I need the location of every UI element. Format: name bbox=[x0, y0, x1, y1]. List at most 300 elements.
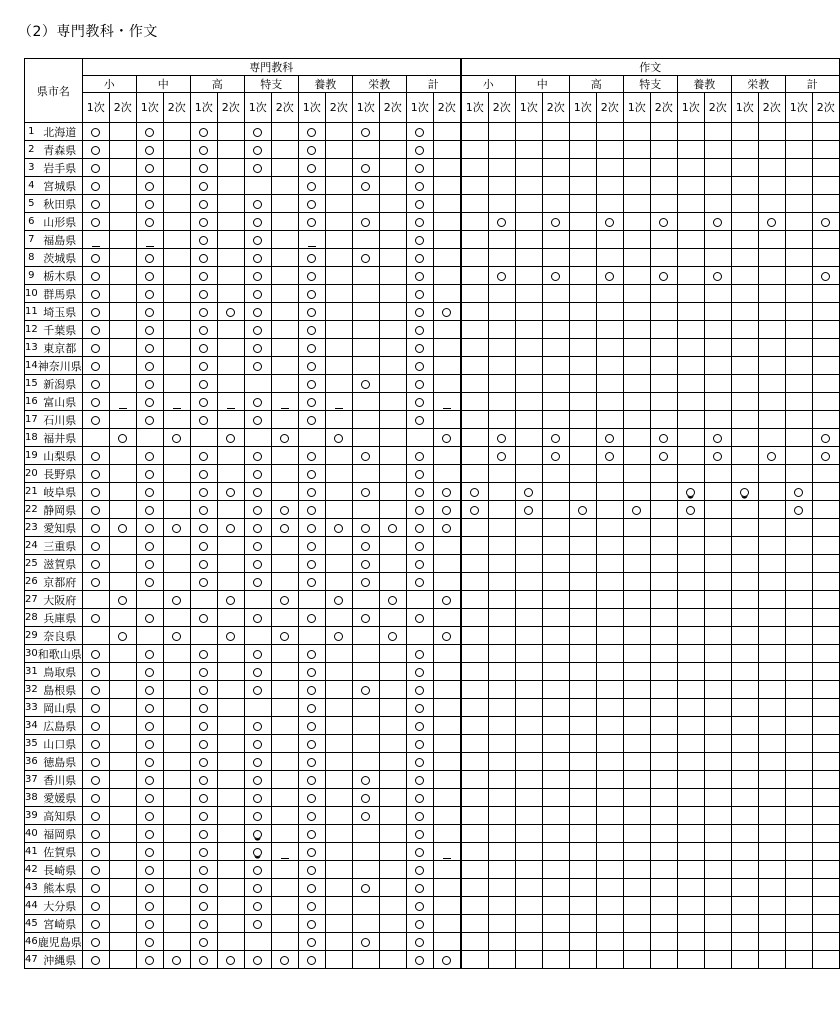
essay-cell bbox=[461, 861, 488, 879]
specialized-cell bbox=[163, 717, 190, 735]
essay-cell bbox=[488, 771, 515, 789]
circle-mark bbox=[713, 452, 722, 461]
specialized-cell bbox=[190, 645, 217, 663]
essay-cell bbox=[785, 195, 812, 213]
essay-cell bbox=[542, 213, 569, 231]
specialized-cell bbox=[433, 321, 460, 339]
specialized-cell bbox=[163, 843, 190, 861]
essay-cell bbox=[758, 897, 785, 915]
specialized-cell bbox=[406, 717, 433, 735]
circle-mark bbox=[659, 452, 668, 461]
specialized-cell bbox=[298, 159, 325, 177]
essay-cell bbox=[623, 429, 650, 447]
essay-cell bbox=[785, 789, 812, 807]
prefecture-name: 佐賀県 bbox=[38, 843, 83, 861]
essay-cell bbox=[569, 411, 596, 429]
table-row bbox=[25, 339, 840, 357]
specialized-cell bbox=[163, 825, 190, 843]
specialized-cell bbox=[82, 537, 109, 555]
circle-mark bbox=[415, 542, 424, 551]
essay-cell bbox=[704, 519, 731, 537]
specialized-cell bbox=[244, 735, 271, 753]
prefecture-name: 奈良県 bbox=[38, 627, 83, 645]
essay-cell bbox=[569, 465, 596, 483]
specialized-cell bbox=[271, 411, 298, 429]
underlined-circle-mark bbox=[686, 488, 695, 497]
specialized-cell bbox=[190, 879, 217, 897]
circle-mark bbox=[199, 200, 208, 209]
essay-cell bbox=[542, 645, 569, 663]
essay-cell bbox=[569, 177, 596, 195]
essay-cell bbox=[596, 609, 623, 627]
circle-mark bbox=[172, 596, 181, 605]
specialized-cell bbox=[217, 123, 244, 141]
essay-cell bbox=[731, 141, 758, 159]
essay-cell bbox=[785, 321, 812, 339]
specialized-cell bbox=[190, 501, 217, 519]
essay-cell bbox=[461, 465, 488, 483]
prefecture-name: 広島県 bbox=[38, 717, 83, 735]
specialized-cell bbox=[325, 717, 352, 735]
circle-mark bbox=[307, 254, 316, 263]
essay-cell bbox=[785, 483, 812, 501]
circle-mark bbox=[91, 488, 100, 497]
specialized-cell bbox=[298, 879, 325, 897]
specialized-cell bbox=[82, 825, 109, 843]
essay-cell bbox=[812, 555, 839, 573]
table-body bbox=[25, 123, 840, 969]
specialized-cell bbox=[379, 591, 406, 609]
prefecture-name: 滋賀県 bbox=[38, 555, 83, 573]
essay-cell bbox=[704, 807, 731, 825]
essay-cell bbox=[461, 879, 488, 897]
table-row bbox=[25, 159, 840, 177]
circle-mark bbox=[91, 326, 100, 335]
specialized-cell bbox=[433, 897, 460, 915]
specialized-cell bbox=[271, 519, 298, 537]
round-header: 2次 bbox=[217, 93, 244, 123]
specialized-cell bbox=[190, 537, 217, 555]
specialized-cell bbox=[271, 285, 298, 303]
specialized-cell bbox=[82, 933, 109, 951]
specialized-cell bbox=[82, 249, 109, 267]
specialized-cell bbox=[190, 465, 217, 483]
essay-cell bbox=[650, 717, 677, 735]
specialized-cell bbox=[109, 771, 136, 789]
specialized-cell bbox=[352, 501, 379, 519]
specialized-cell bbox=[298, 501, 325, 519]
circle-mark bbox=[145, 650, 154, 659]
specialized-cell bbox=[109, 141, 136, 159]
specialized-cell bbox=[244, 681, 271, 699]
essay-cell bbox=[461, 627, 488, 645]
essay-cell bbox=[650, 267, 677, 285]
essay-cell bbox=[488, 789, 515, 807]
specialized-cell bbox=[406, 375, 433, 393]
specialized-cell bbox=[244, 285, 271, 303]
essay-cell bbox=[461, 123, 488, 141]
circle-mark bbox=[199, 182, 208, 191]
essay-cell bbox=[650, 411, 677, 429]
specialized-cell bbox=[244, 321, 271, 339]
essay-cell bbox=[731, 735, 758, 753]
specialized-cell bbox=[217, 501, 244, 519]
circle-mark bbox=[91, 848, 100, 857]
essay-cell bbox=[758, 195, 785, 213]
specialized-cell bbox=[379, 501, 406, 519]
specialized-cell bbox=[271, 915, 298, 933]
circle-mark bbox=[280, 506, 289, 515]
circle-mark bbox=[307, 146, 316, 155]
specialized-cell bbox=[406, 231, 433, 249]
circle-mark bbox=[91, 344, 100, 353]
prefecture-name: 沖縄県 bbox=[38, 951, 83, 969]
circle-mark bbox=[361, 560, 370, 569]
circle-mark bbox=[145, 182, 154, 191]
specialized-cell bbox=[163, 447, 190, 465]
essay-cell bbox=[758, 501, 785, 519]
essay-cell bbox=[461, 591, 488, 609]
specialized-cell bbox=[352, 807, 379, 825]
circle-mark bbox=[145, 830, 154, 839]
specialized-cell bbox=[271, 447, 298, 465]
essay-cell bbox=[542, 789, 569, 807]
circle-mark bbox=[145, 848, 154, 857]
essay-cell bbox=[812, 699, 839, 717]
essay-cell bbox=[488, 825, 515, 843]
circle-mark bbox=[307, 218, 316, 227]
essay-cell bbox=[515, 501, 542, 519]
essay-cell bbox=[704, 159, 731, 177]
circle-mark bbox=[145, 416, 154, 425]
circle-mark bbox=[307, 776, 316, 785]
specialized-cell bbox=[190, 213, 217, 231]
circle-mark bbox=[415, 614, 424, 623]
circle-mark bbox=[253, 272, 262, 281]
specialized-cell bbox=[136, 699, 163, 717]
specialized-cell bbox=[433, 609, 460, 627]
essay-cell bbox=[677, 897, 704, 915]
essay-cell bbox=[515, 663, 542, 681]
essay-cell bbox=[515, 411, 542, 429]
specialized-cell bbox=[271, 555, 298, 573]
essay-cell bbox=[461, 375, 488, 393]
specialized-cell bbox=[244, 159, 271, 177]
circle-mark bbox=[307, 290, 316, 299]
specialized-cell bbox=[271, 177, 298, 195]
essay-cell bbox=[623, 249, 650, 267]
specialized-cell bbox=[379, 411, 406, 429]
specialized-cell bbox=[271, 645, 298, 663]
specialized-cell bbox=[379, 195, 406, 213]
essay-cell bbox=[515, 465, 542, 483]
specialized-cell bbox=[217, 573, 244, 591]
dash-mark bbox=[146, 246, 154, 247]
essay-cell bbox=[569, 933, 596, 951]
row-number: 43 bbox=[25, 879, 38, 897]
specialized-cell bbox=[271, 879, 298, 897]
circle-mark bbox=[145, 920, 154, 929]
specialized-cell bbox=[217, 897, 244, 915]
essay-cell bbox=[542, 231, 569, 249]
essay-cell bbox=[677, 357, 704, 375]
essay-cell bbox=[731, 753, 758, 771]
specialized-cell bbox=[163, 897, 190, 915]
circle-mark bbox=[199, 704, 208, 713]
specialized-cell bbox=[136, 915, 163, 933]
table-row bbox=[25, 627, 840, 645]
specialized-cell bbox=[190, 771, 217, 789]
specialized-cell bbox=[136, 177, 163, 195]
specialized-cell bbox=[325, 735, 352, 753]
specialized-cell bbox=[352, 303, 379, 321]
essay-cell bbox=[488, 321, 515, 339]
round-header: 2次 bbox=[704, 93, 731, 123]
circle-mark bbox=[361, 218, 370, 227]
prefecture-name: 富山県 bbox=[38, 393, 83, 411]
essay-cell bbox=[650, 501, 677, 519]
circle-mark bbox=[415, 452, 424, 461]
specialized-cell bbox=[298, 591, 325, 609]
circle-mark bbox=[388, 596, 397, 605]
essay-cell bbox=[596, 933, 623, 951]
essay-cell bbox=[650, 879, 677, 897]
row-number: 41 bbox=[25, 843, 38, 861]
circle-mark bbox=[199, 470, 208, 479]
essay-cell bbox=[569, 663, 596, 681]
essay-cell bbox=[677, 231, 704, 249]
essay-cell bbox=[704, 249, 731, 267]
circle-mark bbox=[307, 380, 316, 389]
essay-cell bbox=[650, 825, 677, 843]
essay-cell bbox=[785, 465, 812, 483]
essay-cell bbox=[569, 393, 596, 411]
essay-cell bbox=[569, 897, 596, 915]
row-number: 16 bbox=[25, 393, 38, 411]
essay-cell bbox=[623, 609, 650, 627]
circle-mark bbox=[415, 236, 424, 245]
specialized-cell bbox=[298, 429, 325, 447]
essay-cell bbox=[812, 159, 839, 177]
specialized-cell bbox=[136, 879, 163, 897]
circle-mark bbox=[551, 452, 560, 461]
essay-cell bbox=[785, 285, 812, 303]
circle-mark bbox=[199, 650, 208, 659]
subject-header: 栄教 bbox=[731, 76, 785, 93]
specialized-cell bbox=[298, 573, 325, 591]
essay-cell bbox=[542, 681, 569, 699]
essay-cell bbox=[596, 231, 623, 249]
table-row bbox=[25, 789, 840, 807]
row-number: 22 bbox=[25, 501, 38, 519]
circle-mark bbox=[442, 308, 451, 317]
essay-cell bbox=[785, 663, 812, 681]
specialized-cell bbox=[352, 663, 379, 681]
essay-cell bbox=[785, 807, 812, 825]
specialized-cell bbox=[217, 807, 244, 825]
round-header: 2次 bbox=[271, 93, 298, 123]
essay-cell bbox=[677, 933, 704, 951]
essay-cell bbox=[758, 159, 785, 177]
round-header: 2次 bbox=[379, 93, 406, 123]
prefecture-name: 香川県 bbox=[38, 771, 83, 789]
circle-mark bbox=[199, 308, 208, 317]
essay-cell bbox=[704, 285, 731, 303]
essay-cell bbox=[488, 267, 515, 285]
specialized-cell bbox=[82, 447, 109, 465]
circle-mark bbox=[145, 308, 154, 317]
essay-cell bbox=[650, 285, 677, 303]
specialized-cell bbox=[271, 951, 298, 969]
circle-mark bbox=[713, 434, 722, 443]
specialized-cell bbox=[433, 825, 460, 843]
essay-cell bbox=[812, 285, 839, 303]
essay-cell bbox=[650, 591, 677, 609]
essay-cell bbox=[704, 177, 731, 195]
specialized-cell bbox=[379, 339, 406, 357]
specialized-cell bbox=[325, 843, 352, 861]
specialized-cell bbox=[433, 933, 460, 951]
specialized-cell bbox=[325, 177, 352, 195]
specialized-cell bbox=[163, 429, 190, 447]
circle-mark bbox=[821, 218, 830, 227]
specialized-cell bbox=[433, 735, 460, 753]
specialized-cell bbox=[352, 393, 379, 411]
essay-cell bbox=[461, 285, 488, 303]
circle-mark bbox=[713, 272, 722, 281]
essay-cell bbox=[623, 195, 650, 213]
essay-cell bbox=[515, 141, 542, 159]
round-header: 2次 bbox=[325, 93, 352, 123]
specialized-cell bbox=[244, 843, 271, 861]
essay-cell bbox=[569, 699, 596, 717]
essay-cell bbox=[677, 429, 704, 447]
specialized-cell bbox=[406, 249, 433, 267]
row-number: 27 bbox=[25, 591, 38, 609]
specialized-cell bbox=[109, 465, 136, 483]
circle-mark bbox=[361, 578, 370, 587]
circle-mark bbox=[145, 902, 154, 911]
circle-mark bbox=[91, 452, 100, 461]
specialized-cell bbox=[136, 789, 163, 807]
specialized-cell bbox=[82, 879, 109, 897]
specialized-cell bbox=[406, 861, 433, 879]
circle-mark bbox=[91, 146, 100, 155]
essay-cell bbox=[758, 519, 785, 537]
row-number: 46 bbox=[25, 933, 38, 951]
circle-mark bbox=[415, 758, 424, 767]
specialized-cell bbox=[136, 897, 163, 915]
essay-cell bbox=[623, 591, 650, 609]
essay-cell bbox=[812, 573, 839, 591]
specialized-cell bbox=[244, 411, 271, 429]
essay-cell bbox=[812, 429, 839, 447]
essay-cell bbox=[812, 393, 839, 411]
essay-cell bbox=[488, 879, 515, 897]
specialized-cell bbox=[244, 861, 271, 879]
specialized-cell bbox=[406, 195, 433, 213]
specialized-cell bbox=[163, 591, 190, 609]
circle-mark bbox=[145, 200, 154, 209]
essay-cell bbox=[758, 231, 785, 249]
specialized-cell bbox=[163, 177, 190, 195]
specialized-cell bbox=[82, 591, 109, 609]
circle-mark bbox=[91, 380, 100, 389]
essay-cell bbox=[515, 429, 542, 447]
essay-cell bbox=[569, 861, 596, 879]
essay-cell bbox=[515, 231, 542, 249]
circle-mark bbox=[199, 272, 208, 281]
specialized-cell bbox=[136, 393, 163, 411]
essay-cell bbox=[650, 465, 677, 483]
essay-cell bbox=[758, 339, 785, 357]
specialized-cell bbox=[271, 141, 298, 159]
circle-mark bbox=[145, 524, 154, 533]
essay-cell bbox=[785, 717, 812, 735]
subject-header: 中 bbox=[136, 76, 190, 93]
specialized-cell bbox=[190, 843, 217, 861]
specialized-cell bbox=[217, 555, 244, 573]
table-row bbox=[25, 321, 840, 339]
circle-mark bbox=[145, 362, 154, 371]
essay-cell bbox=[461, 555, 488, 573]
row-number: 6 bbox=[25, 213, 38, 231]
round-header: 1次 bbox=[190, 93, 217, 123]
specialized-cell bbox=[298, 771, 325, 789]
essay-cell bbox=[704, 753, 731, 771]
circle-mark bbox=[280, 524, 289, 533]
specialized-cell bbox=[379, 879, 406, 897]
essay-cell bbox=[758, 681, 785, 699]
circle-mark bbox=[199, 290, 208, 299]
circle-mark bbox=[415, 776, 424, 785]
essay-cell bbox=[704, 411, 731, 429]
specialized-cell bbox=[163, 159, 190, 177]
subject-header: 高 bbox=[569, 76, 623, 93]
essay-cell bbox=[731, 879, 758, 897]
essay-cell bbox=[488, 285, 515, 303]
essay-cell bbox=[596, 159, 623, 177]
essay-cell bbox=[704, 897, 731, 915]
specialized-cell bbox=[163, 807, 190, 825]
circle-mark bbox=[253, 812, 262, 821]
essay-cell bbox=[812, 789, 839, 807]
specialized-cell bbox=[298, 393, 325, 411]
prefecture-name: 鳥取県 bbox=[38, 663, 83, 681]
specialized-cell bbox=[379, 771, 406, 789]
round-header: 1次 bbox=[136, 93, 163, 123]
essay-cell bbox=[758, 591, 785, 609]
table-row bbox=[25, 411, 840, 429]
essay-cell bbox=[596, 573, 623, 591]
specialized-cell bbox=[352, 951, 379, 969]
essay-cell bbox=[461, 699, 488, 717]
essay-cell bbox=[542, 501, 569, 519]
specialized-cell bbox=[325, 519, 352, 537]
specialized-cell bbox=[352, 177, 379, 195]
essay-cell bbox=[488, 393, 515, 411]
essay-cell bbox=[623, 213, 650, 231]
specialized-cell bbox=[244, 303, 271, 321]
essay-cell bbox=[704, 591, 731, 609]
essay-cell bbox=[488, 339, 515, 357]
essay-cell bbox=[515, 825, 542, 843]
specialized-cell bbox=[406, 303, 433, 321]
essay-cell bbox=[596, 591, 623, 609]
essay-cell bbox=[677, 321, 704, 339]
specialized-cell bbox=[325, 213, 352, 231]
round-header: 2次 bbox=[596, 93, 623, 123]
